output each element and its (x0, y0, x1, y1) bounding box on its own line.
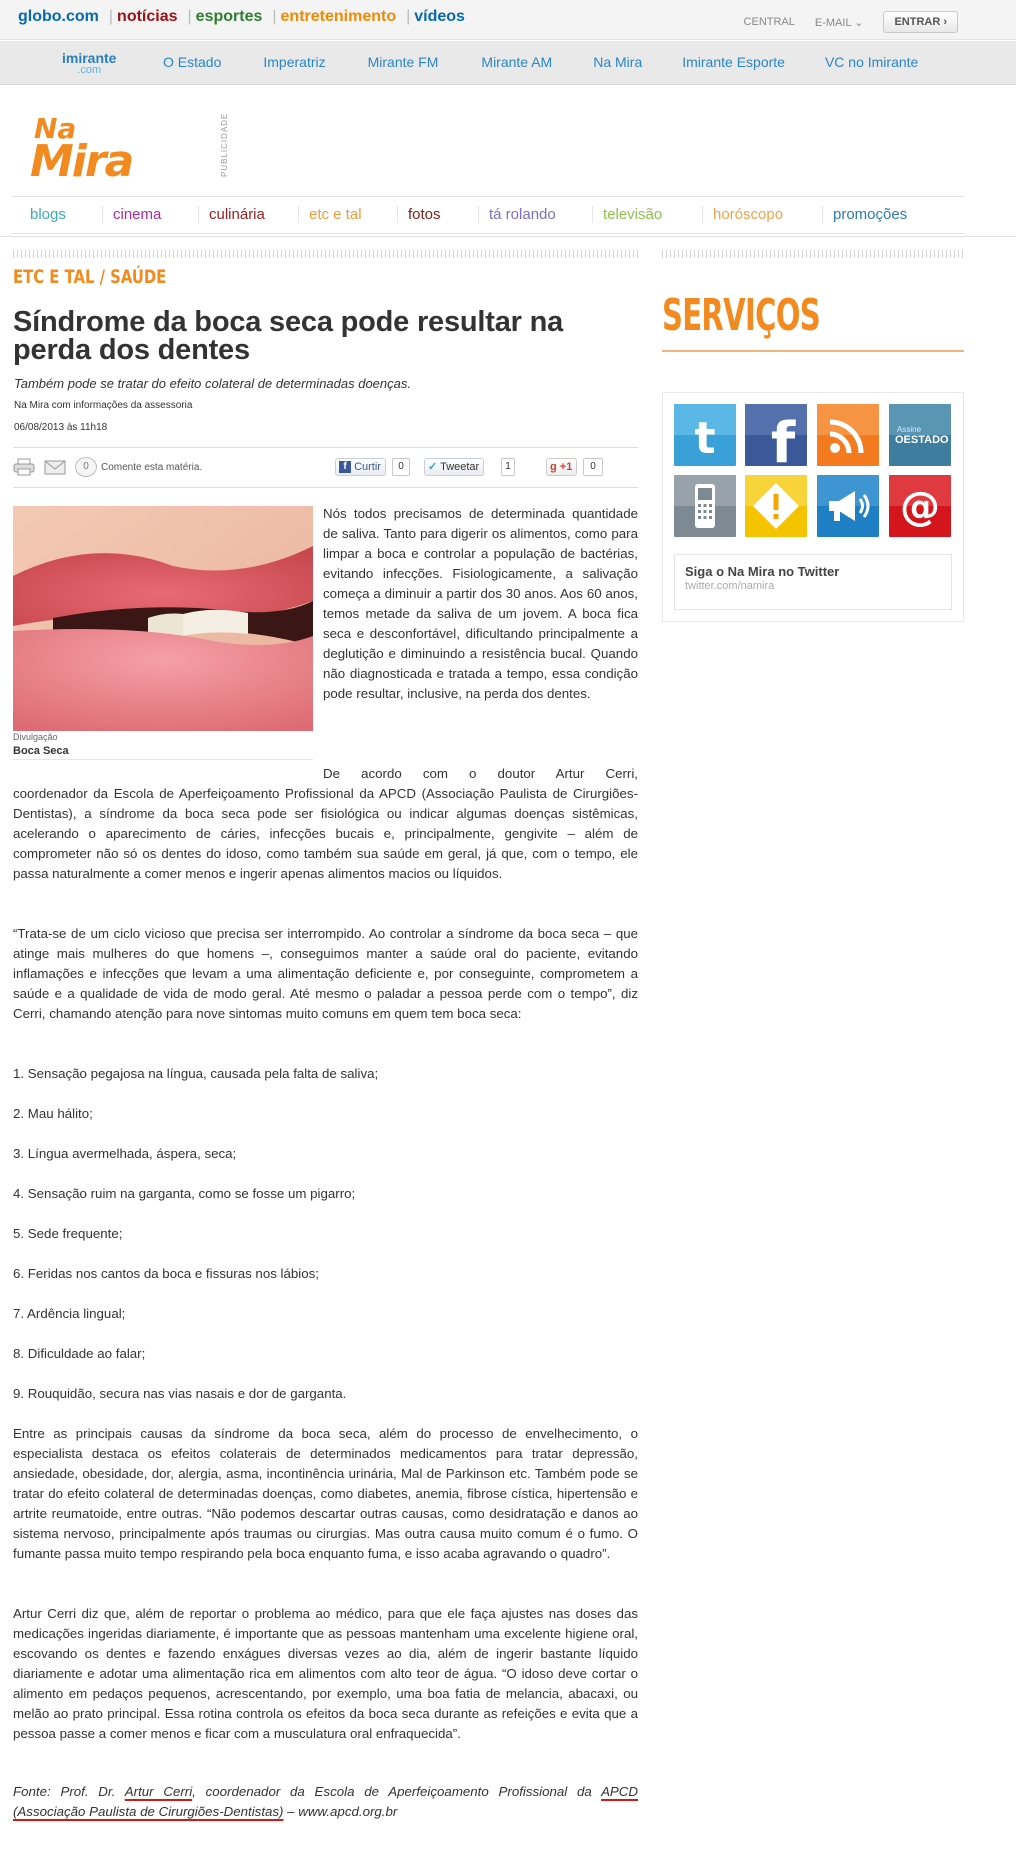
divider (13, 487, 638, 488)
mobile-icon[interactable] (674, 475, 736, 537)
megaphone-icon[interactable] (817, 475, 879, 537)
ad-banner-area (238, 100, 964, 186)
article-paragraph-5: Artur Cerri diz que, além de reportar o problema ao médico, para que ele faça ajustes nas doses das medicações ingeridas diariamente, é importante que as pessoas mantenham uma excelente higiene oral, escovando os dentes e fazendo enxágues diversas vezes ao dia, além de ingerir bastante líquido diariamente e adotar uma alimentação rica em alimentos com alto teor de água. “O idoso deve cortar o alimento em pedaços pequenos, acrescentando, por exemplo, uma boa fatia de melancia, abacaxi, ou melão ao prato principal. Essa rotina controla os efeitos da boca seca durante as refeições e evita que a pessoa passe a comer menos e ficar com a musculatura oral enfraquecida”. (13, 1606, 638, 1741)
imirante-nav-items (163, 54, 918, 70)
nav-item-mirante-am[interactable]: Mirante AM (481, 54, 553, 70)
nav-item-vc-no-imirante[interactable]: VC no Imirante (824, 54, 919, 70)
article-subtitle: Também pode se tratar do efeito colateral de determinadas doenças. (14, 376, 411, 391)
article-paragraph-1: Nós todos precisamos de determinada quantidade de saliva. Tanto para digerir os alimentos, como para limpar a boca e controlar a população de bactérias, evitando infecções. Fisiologicamente, a salivação começa a diminuir a partir dos 30 anos. Aos 60 anos, temos metade da saliva de um jovem. A boca fica seca e desconfortável, dificultando principalmente a deglutição e diminuindo a resistência bucal. Quando não diagnosticada e tratada a tempo, essa condição pode resultar, inclusive, na perda dos dentes. (323, 506, 638, 701)
na-mira-logo-graphic (28, 112, 168, 182)
symptom-item: 9. Rouquidão, secura nas vias nasais e dor de garganta. (13, 1386, 347, 1401)
photo-caption: Boca Seca (13, 745, 313, 760)
comment-link[interactable]: Comente esta matéria. (101, 462, 203, 473)
symptom-item: 6. Feridas nos cantos da boca e fissuras nos lábios; (13, 1266, 319, 1281)
article-datetime: 06/08/2013 às 11h18 (14, 422, 108, 433)
nav-item-imperatriz[interactable]: Imperatriz (263, 54, 326, 70)
globo-logo-link[interactable]: globo.com (18, 8, 99, 25)
email-link[interactable] (815, 16, 864, 29)
source-prefix: Fonte: Prof. Dr. (13, 1784, 116, 1799)
central-link[interactable]: CENTRAL (743, 16, 795, 28)
globo-user-links (744, 11, 958, 33)
symptom-item: 1. Sensação pegajosa na língua, causada pela falta de saliva; (13, 1066, 379, 1081)
svg-text:@: @ (900, 484, 940, 530)
imirante-logo-sub: .com (77, 64, 102, 76)
facebook-like-label: Curtir (354, 461, 381, 473)
sidebar-dotted-rule (662, 250, 964, 258)
header-divider (0, 236, 1016, 237)
source-middle: , coordenador da Escola de Aperfeiçoamento Profissional da (192, 1784, 592, 1799)
symptom-item: 8. Dificuldade ao falar; (13, 1346, 146, 1361)
tweet-label: Tweetar (440, 461, 480, 473)
entrar-button[interactable]: ENTRAR › (883, 11, 958, 33)
alert-icon[interactable] (745, 475, 807, 537)
facebook-small-icon: f (339, 461, 351, 473)
logo-text-bottom: Mira (30, 136, 133, 182)
article-paragraph-4: Entre as principais causas da síndrome da boca seca, além do processo de envelhecimento, o especialista destaca os efeitos colaterais de determinados medicamentos para tratar depressão, ansiedade, obesidade, dor, alergia, asma, incontinência urinária, Mal de Parkinson etc. Também pode se tratar do efeito colateral de determinadas doenças, como diabetes, anemia, fibrose cística, hipertensão e artrite reumatoide, entre outras. “Não podemos descartar outras causas, como desidratação e danos ao sistema nervoso, principalmente após traumas ou cirurgias. Mas outra causa muito comum é o fumo. O fumante passa muito tempo respirando pela boca enquanto fuma, e isso acaba agravando o quadro”. (13, 1426, 638, 1561)
assine-big-text: OESTADO (895, 434, 949, 446)
imirante-logo[interactable] (62, 52, 116, 76)
article-kicker[interactable]: ETC E TAL / SAÚDE (13, 266, 167, 288)
article-photo[interactable] (13, 506, 313, 731)
assine-small-text: Assine (897, 425, 922, 434)
separator: | (187, 8, 192, 25)
email-icon[interactable] (889, 475, 951, 537)
print-icon[interactable] (13, 458, 35, 476)
section-item-cinema[interactable]: cinema (102, 206, 161, 223)
facebook-icon[interactable] (745, 404, 807, 466)
mouth-photo (13, 506, 313, 731)
chevron-down-icon: ⌄ (854, 16, 864, 29)
section-item-etc-e-tal[interactable]: etc e tal (298, 206, 362, 223)
imirante-logo-main: imirante (62, 50, 117, 66)
logo-text-top: Na (34, 112, 77, 145)
google-plus-count: 0 (583, 458, 603, 476)
section-item-promocoes[interactable]: promoções (822, 206, 907, 223)
videos-link[interactable]: vídeos (414, 8, 465, 25)
email-label: E-MAIL (814, 16, 852, 29)
separator: | (272, 8, 277, 25)
esportes-link[interactable]: esportes (195, 8, 263, 25)
section-item-culinaria[interactable]: culinária (198, 206, 265, 223)
facebook-like-count: 0 (392, 458, 410, 476)
google-plus-button[interactable] (546, 458, 577, 476)
comment-count-icon[interactable]: 0 (75, 457, 97, 477)
section-item-horoscopo[interactable]: horóscopo (702, 206, 783, 223)
nav-item-mirante-fm[interactable]: Mirante FM (367, 54, 439, 70)
separator: | (108, 8, 114, 25)
symptom-item: 7. Ardência lingual; (13, 1306, 126, 1321)
globo-links (18, 8, 475, 26)
svg-text:f: f (770, 411, 796, 466)
na-mira-logo[interactable] (28, 112, 168, 182)
noticias-link[interactable]: notícias (117, 8, 178, 25)
separator: | (406, 8, 411, 25)
google-plus-icon: g (550, 461, 557, 473)
twitter-follow-box[interactable] (674, 554, 952, 610)
sidebar-title-underline (662, 350, 964, 352)
section-item-ta-rolando[interactable]: tá rolando (478, 206, 556, 223)
svg-text:t: t (694, 413, 716, 464)
email-share-icon[interactable] (44, 458, 66, 476)
nav-item-imirante-esporte[interactable]: Imirante Esporte (682, 54, 785, 70)
nav-item-na-mira[interactable]: Na Mira (593, 54, 643, 70)
article-paragraph-2-start: De acordo com o doutor Artur Cerri, (323, 766, 638, 781)
sidebar-title: SERVIÇOS (662, 290, 821, 341)
twitter-icon[interactable] (674, 404, 736, 466)
article-paragraph-2: coordenador da Escola de Aperfeiçoamento Profissional da APCD (Associação Paulista de Cirurgiões-Dentistas), a síndrome da boca seca pode ser fisiológica ou indicar algumas doenças sistêmicas, acelerando o aparecimento de cáries, infecções bucais e, principalmente, gengivite – além de comprometer não só os dentes do idoso, como também sua saúde em geral, já que, com o tempo, ele passa naturalmente a comer menos e ingerir apenas alimentos macios ou líquidos. (13, 786, 638, 881)
section-item-blogs[interactable]: blogs (30, 206, 66, 223)
imirante-nav (0, 41, 1016, 85)
twitter-follow-link[interactable]: twitter.com/namira (685, 580, 775, 592)
photo-credit: Divulgação (13, 732, 58, 742)
article-title: Síndrome da boca seca pode resultar na perda dos dentes (13, 306, 564, 366)
nav-item-o-estado[interactable]: O Estado (163, 54, 222, 70)
twitter-small-icon: ✓ (428, 461, 438, 473)
symptom-item: 4. Sensação ruim na garganta, como se fosse um pigarro; (13, 1186, 356, 1201)
section-nav (12, 196, 964, 234)
source-org-link[interactable]: APCD (Associação Paulista de Cirurgiões-Dentistas) (13, 1784, 639, 1819)
google-plus-label: +1 (559, 461, 573, 473)
divider (13, 447, 638, 448)
article-toolbar (13, 456, 638, 480)
rss-icon[interactable] (817, 404, 879, 466)
source-suffix: – www.apcd.org.br (283, 1804, 398, 1819)
article-source (13, 1782, 638, 1822)
tweet-count: 1 (501, 458, 515, 476)
section-item-televisao[interactable]: televisão (592, 206, 662, 223)
article-paragraph-3: “Trata-se de um ciclo vicioso que precisa ser interrompido. Ao controlar a síndrome da boca seca – que atinge mais mulheres do que homens –, conseguimos manter a saúde oral do paciente, evitando inflamações e infecções que levam a uma alimentação deficiente e, por conseguinte, comprometem a saúde e a qualidade de vida de modo geral. Até mesmo o paladar a pessoa perde com o tempo”, diz Cerri, chamando atenção para nove sintomas muito comuns em quem tem boca seca: (13, 926, 638, 1021)
assine-oestado-icon[interactable] (889, 404, 951, 466)
twitter-follow-title: Siga o Na Mira no Twitter (685, 564, 840, 579)
article-byline: Na Mira com informações da assessoria (14, 400, 193, 411)
article-dotted-rule (13, 250, 638, 258)
section-item-fotos[interactable]: fotos (397, 206, 441, 223)
globo-top-bar (0, 0, 1016, 40)
symptom-item: 5. Sede frequente; (13, 1226, 123, 1241)
symptom-item: 3. Língua avermelhada, áspera, seca; (13, 1146, 237, 1161)
symptom-item: 2. Mau hálito; (13, 1106, 93, 1121)
tweet-button[interactable] (424, 458, 484, 476)
entretenimento-link[interactable]: entretenimento (280, 8, 397, 25)
facebook-like-button[interactable] (335, 458, 386, 476)
publicidade-label: PUBLICIDADE (220, 112, 229, 178)
source-author-link[interactable]: Artur Cerri (124, 1784, 193, 1799)
